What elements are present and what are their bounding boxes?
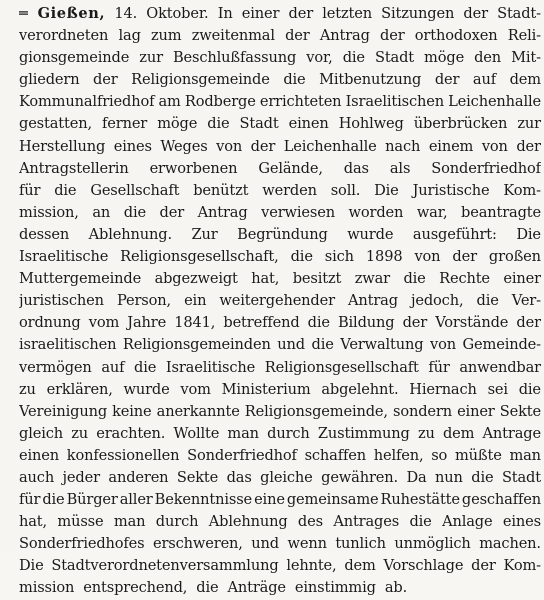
article-word: der — [380, 27, 405, 45]
article-word: die — [471, 468, 494, 486]
article-word: ferner — [102, 115, 148, 133]
article-word: Israelitische — [19, 248, 109, 266]
article-word: Ver- — [511, 292, 541, 310]
article-word: Rodberge — [184, 93, 256, 111]
article-word: Gesellschaft — [90, 181, 180, 199]
article-word: Antragstellerin — [19, 159, 129, 177]
article-word: gionsgemeinde — [19, 49, 130, 67]
article-word: Mitbenutzung — [319, 71, 422, 89]
article-word: die — [476, 292, 499, 310]
article-word: Ablehnung. — [88, 225, 172, 243]
article-line — [19, 555, 541, 577]
article-word: erachten. — [96, 424, 166, 442]
article-word: aller — [119, 491, 153, 509]
article-line — [19, 467, 541, 489]
article-word: juristischen — [19, 292, 104, 310]
article-word: der — [402, 314, 428, 332]
article-word: benützt — [193, 181, 249, 199]
article-word: Oktober. — [146, 5, 209, 22]
article-word: zum — [151, 27, 182, 45]
article-word: auf — [472, 71, 496, 89]
article-word: verordneten — [19, 27, 109, 45]
article-word: die — [123, 203, 146, 221]
article-word: einer — [503, 270, 541, 288]
article-word: der — [434, 71, 460, 89]
article-word: Ruhestätte — [380, 491, 460, 509]
article-word: besitzt — [292, 270, 342, 288]
article-word: die — [134, 358, 157, 376]
article-word: 14. — [114, 5, 138, 22]
article-word: Vorschlage — [383, 557, 464, 575]
article-word: und — [277, 336, 305, 354]
article-word: helfen, — [373, 446, 424, 464]
article-word: jeder — [62, 468, 100, 486]
article-line — [19, 47, 541, 69]
article-word: großen — [488, 248, 541, 266]
article-word: Leichenhalle — [283, 137, 377, 155]
article-word: sich — [324, 248, 354, 266]
article-line — [19, 577, 541, 599]
article-word: die — [290, 248, 313, 266]
article-word: der — [93, 71, 118, 89]
article-line — [19, 511, 541, 533]
article-word: einstimmig — [294, 579, 376, 597]
article-word: müßte — [454, 446, 502, 464]
article-line — [19, 113, 541, 135]
article-word: gleich — [19, 424, 63, 442]
article-word: konfessionellen — [66, 446, 180, 464]
article-word: israelitischen — [19, 336, 117, 354]
article-word: der — [250, 137, 276, 155]
article-word: wenn — [287, 535, 327, 553]
article-word: das — [226, 468, 252, 486]
article-word: Sitzungen — [381, 5, 455, 22]
article-word: keine — [112, 402, 152, 420]
article-word: Religionsgemeinden — [122, 336, 271, 354]
article-word: Da — [406, 468, 427, 486]
article-word: gemeinsame — [286, 491, 379, 509]
article-word: man — [113, 513, 146, 531]
article-word: zweitenmal — [191, 27, 275, 45]
article-word: der — [288, 5, 314, 22]
article-word: Die — [374, 181, 399, 199]
article-word: beantragte — [461, 203, 541, 221]
article-word: anwendbar — [459, 358, 541, 376]
article-word: von — [481, 137, 508, 155]
article-word: erschweren, — [152, 535, 243, 553]
article-line — [19, 136, 541, 158]
article-word: 1898 — [365, 248, 403, 266]
article-word: Begründung — [237, 225, 328, 243]
article-word: Ministerium — [221, 380, 311, 398]
article-column — [19, 3, 541, 600]
article-word: Herstellung — [19, 137, 106, 155]
article-word: Leichenhalle — [448, 93, 541, 111]
article-word: zur — [139, 49, 163, 67]
article-word: Stadt — [239, 115, 279, 133]
article-word: müsse — [57, 513, 104, 531]
article-word: Israelitischen — [345, 93, 444, 111]
article-word: die — [42, 491, 65, 509]
article-line — [19, 334, 541, 356]
article-word: hat, — [19, 513, 48, 531]
article-word: erworbenen — [149, 159, 238, 177]
article-word: Hohlweg — [338, 115, 404, 133]
article-word: von — [216, 137, 243, 155]
article-word: durch — [267, 424, 310, 442]
article-line — [19, 158, 541, 180]
article-line — [19, 489, 541, 511]
article-word: auch — [19, 468, 55, 486]
article-word: des — [297, 513, 323, 531]
article-word: eine — [254, 491, 285, 509]
article-word: am — [158, 93, 181, 111]
article-word: anerkannte — [156, 402, 240, 420]
article-word: Israelitische — [165, 358, 256, 376]
article-word: verwiesen — [261, 203, 335, 221]
article-word: letzten — [322, 5, 372, 22]
article-word: so — [431, 446, 448, 464]
article-word: Rechte — [439, 270, 490, 288]
article-word: Sekte — [176, 468, 219, 486]
article-word: zu — [71, 424, 88, 442]
article-word: einen — [19, 446, 59, 464]
article-word: Person, — [116, 292, 171, 310]
article-word: Sonderfriedhof — [187, 446, 297, 464]
article-word: einer — [457, 402, 495, 420]
article-line — [19, 379, 541, 401]
article-line — [19, 91, 541, 113]
article-word: gleiche — [260, 468, 313, 486]
article-word: Anlage — [442, 513, 493, 531]
article-word: der — [159, 203, 185, 221]
article-word: Religionsgemeinde, — [244, 402, 388, 420]
article-word: errichteten — [259, 93, 342, 111]
article-word: jedoch, — [410, 292, 464, 310]
article-word: mission — [19, 579, 75, 597]
article-word: Anträge — [227, 579, 286, 597]
article-line — [19, 3, 541, 25]
article-word: erklären, — [46, 380, 113, 398]
article-word: vom — [180, 380, 211, 398]
article-word: Die — [516, 225, 541, 243]
article-word: Kom- — [503, 181, 541, 199]
article-word: werden — [262, 181, 317, 199]
article-word: anderen — [108, 468, 169, 486]
article-word: In — [217, 5, 233, 22]
article-word: eines — [502, 513, 541, 531]
article-word: Weges — [160, 137, 208, 155]
article-word: Kommunalfriedhof — [19, 93, 155, 111]
article-word: der — [452, 248, 477, 266]
article-word: mission, — [19, 203, 79, 221]
article-word: Jahre — [127, 314, 167, 332]
article-word: machen. — [479, 535, 541, 553]
article-word: lehnte, — [286, 557, 337, 575]
article-word: zwar — [354, 270, 390, 288]
article-word: durch — [155, 513, 199, 531]
article-word: für — [19, 491, 41, 509]
article-word: hat, — [251, 270, 280, 288]
article-word: für — [428, 358, 450, 376]
article-line — [19, 290, 541, 312]
article-word: die — [311, 336, 334, 354]
article-line — [19, 312, 541, 334]
article-word: war, — [416, 203, 448, 221]
article-word: dem — [344, 557, 376, 575]
article-word: eines — [113, 137, 152, 155]
article-word: entsprechend, — [83, 579, 188, 597]
article-word: Antrag — [319, 27, 370, 45]
article-word: abgezweigt — [154, 270, 238, 288]
article-word: Antrage — [482, 424, 541, 442]
article-word: Gemeinde- — [462, 336, 541, 354]
article-word: Stadt- — [497, 5, 541, 22]
article-line — [19, 401, 541, 423]
article-word: Zur — [191, 225, 218, 243]
article-word: 1841, — [174, 314, 216, 332]
article-line — [19, 25, 541, 47]
article-word: weitergehender — [219, 292, 335, 310]
article-word: sondern — [392, 402, 452, 420]
article-word: der — [516, 137, 541, 155]
article-word: vermögen — [19, 358, 92, 376]
article-word: vom — [88, 314, 120, 332]
article-word: Vereinigung — [19, 402, 108, 420]
article-word: unmöglich — [394, 535, 471, 553]
article-word: abgelehnt. — [321, 380, 399, 398]
article-word: Hiernach — [409, 380, 477, 398]
article-word: gestatten, — [19, 115, 92, 133]
article-word: zu — [19, 380, 36, 398]
article-line — [19, 423, 541, 445]
article-word: Antrages — [333, 513, 400, 531]
article-word: an — [92, 203, 111, 221]
article-word: geschaffen — [461, 491, 541, 509]
article-word: Gelände, — [258, 159, 323, 177]
article-word: man — [509, 446, 541, 464]
article-line — [19, 268, 541, 290]
article-word: Ablehnung — [208, 513, 288, 531]
article-word: die — [307, 314, 330, 332]
article-word: Religionsgesellschaft — [264, 358, 419, 376]
article-word: als — [389, 159, 411, 177]
article-word: gewähren. — [321, 468, 398, 486]
article-word: ein — [184, 292, 207, 310]
article-word: das — [343, 159, 369, 177]
article-word: dem — [442, 424, 475, 442]
article-word: überbrücken — [413, 115, 508, 133]
article-word: die — [283, 71, 306, 89]
article-word: soll. — [330, 181, 361, 199]
article-word: Religionsgemeinde — [131, 71, 270, 89]
article-word: Stadt — [374, 49, 414, 67]
article-word: Die — [19, 557, 44, 575]
article-line — [19, 533, 541, 555]
article-word: den — [474, 49, 502, 67]
article-line — [19, 445, 541, 467]
article-word: Mit- — [511, 49, 541, 67]
article-word: Sonderfriedhof — [431, 159, 541, 177]
article-word: dem — [509, 71, 541, 89]
article-word: betreffend — [223, 314, 300, 332]
article-word: die — [207, 115, 230, 133]
article-line — [19, 180, 541, 202]
article-word: wurde — [123, 380, 170, 398]
article-word: orthodoxen — [414, 27, 498, 45]
dateline-city: Gießen, — [37, 5, 106, 22]
article-word: und — [251, 535, 279, 553]
article-word: Muttergemeinde — [19, 270, 142, 288]
article-word: worden — [348, 203, 404, 221]
article-word: Kom- — [503, 557, 541, 575]
article-word: Stadtverordnetenversammlung — [51, 557, 279, 575]
article-word: der — [516, 314, 541, 332]
article-word: zur — [517, 115, 541, 133]
article-word: man — [227, 424, 259, 442]
article-word: der — [463, 5, 488, 22]
article-word: nun — [435, 468, 463, 486]
article-word: Antrag — [348, 292, 398, 310]
article-word: die — [409, 513, 432, 531]
article-word: ordnung — [19, 314, 81, 332]
article-word: die — [196, 579, 219, 597]
dateline-mark: ═ — [19, 5, 29, 22]
article-word: der — [471, 557, 496, 575]
article-word: Verwaltung — [340, 336, 424, 354]
article-word: ab. — [384, 579, 408, 597]
article-word: die — [518, 380, 541, 398]
article-word: Sekte — [499, 402, 541, 420]
article-word: gliedern — [19, 71, 80, 89]
article-word: wurde — [347, 225, 394, 243]
article-word: der — [285, 27, 310, 45]
article-word: von — [430, 336, 456, 354]
article-word: die — [54, 181, 77, 199]
article-word: sei — [487, 380, 508, 398]
article-word: lag — [118, 27, 141, 45]
article-word: Religionsgesellschaft, — [120, 248, 279, 266]
article-word: Stadt — [501, 468, 541, 486]
article-word: Zustimmung — [317, 424, 410, 442]
article-word: einen — [288, 115, 329, 133]
article-word: nach — [385, 137, 421, 155]
article-line — [19, 246, 541, 268]
article-word: Reli- — [507, 27, 541, 45]
article-word: Sonderfriedhofes — [19, 535, 145, 553]
article-word: einer — [241, 5, 280, 22]
article-word: tunlich — [335, 535, 386, 553]
article-word: auf — [101, 358, 125, 376]
article-word: Vorstände — [435, 314, 509, 332]
article-word: dessen — [19, 225, 70, 243]
article-word: Juristische — [412, 181, 490, 199]
article-word: zu — [417, 424, 435, 442]
article-word: vor, — [306, 49, 333, 67]
article-word: Bürger — [66, 491, 118, 509]
article-word: Bildung — [337, 314, 395, 332]
article-word: Bekenntnisse — [154, 491, 253, 509]
article-word: Wollte — [173, 424, 220, 442]
article-word: Antrag — [197, 203, 248, 221]
article-word: Beschlußfassung — [172, 49, 297, 67]
article-word: die — [403, 270, 426, 288]
article-line — [19, 202, 541, 224]
article-line — [19, 69, 541, 91]
article-word: ausgeführt: — [412, 225, 497, 243]
article-line — [19, 357, 541, 379]
article-word: die — [342, 49, 365, 67]
article-word: möge — [424, 49, 465, 67]
article-word: schaffen — [304, 446, 366, 464]
article-line — [19, 224, 541, 246]
article-word: für — [19, 181, 41, 199]
article-word: von — [414, 248, 441, 266]
article-word: einem — [428, 137, 474, 155]
article-word: möge — [157, 115, 198, 133]
